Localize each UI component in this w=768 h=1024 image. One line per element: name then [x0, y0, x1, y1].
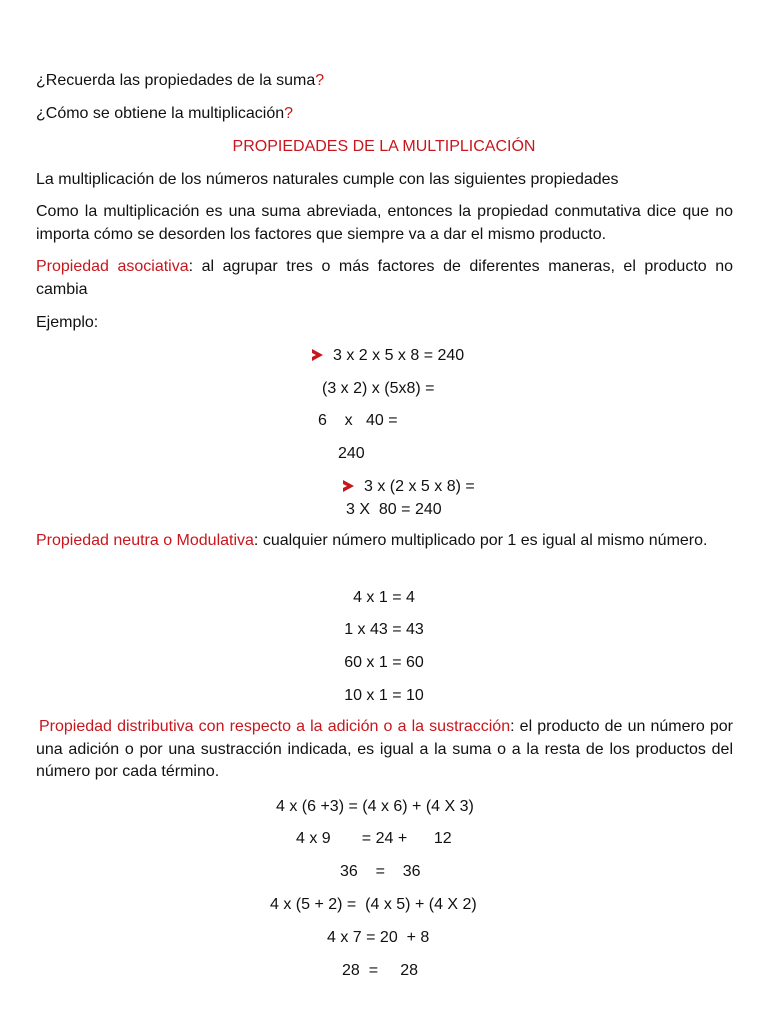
question-mark: ? — [284, 105, 294, 122]
distributive-line-4: 4 x (5 + 2) = (4 x 5) + (4 X 2) — [270, 896, 477, 913]
commutative-paragraph: Como la multiplicación es una suma abreviada, entonces la propiedad conmutativa dice que no importa cómo se desorden los factores que siempre va a dar el mismo producto. — [36, 203, 733, 243]
example-label: Ejemplo: — [36, 314, 99, 331]
question-text: ¿Cómo se obtiene la multiplicación — [36, 105, 285, 122]
distributive-line-5: 4 x 7 = 20 + 8 — [327, 929, 430, 946]
modulative-label: Propiedad neutra o Modulativa — [36, 532, 254, 549]
modulative-line-4: 10 x 1 = 10 — [344, 687, 424, 704]
associative-line-6: 3 X 80 = 240 — [346, 501, 442, 518]
question-sum-properties — [36, 71, 324, 91]
intro-paragraph: La multiplicación de los números naturales cumple con las siguientes propiedades — [36, 171, 619, 188]
associative-label: Propiedad asociativa — [36, 258, 189, 275]
distributive-line-6: 28 = 28 — [342, 962, 419, 979]
page-title: PROPIEDADES DE LA MULTIPLICACIÓN — [232, 138, 536, 155]
associative-line-5: 3 x (2 x 5 x 8) = — [343, 477, 475, 497]
question-multiplication — [36, 104, 293, 124]
associative-line-1: 3 x 2 x 5 x 8 = 240 — [312, 346, 464, 366]
associative-line-3: 6 x 40 = — [318, 412, 398, 429]
distributive-paragraph — [36, 716, 733, 784]
distributive-line-2: 4 x 9 = 24 + 12 — [296, 830, 452, 847]
modulative-line-1: 4 x 1 = 4 — [353, 589, 415, 606]
modulative-line-2: 1 x 43 = 43 — [344, 621, 424, 638]
modulative-paragraph — [36, 530, 733, 553]
distributive-line-3: 36 = 36 — [340, 863, 421, 880]
arrow-bullet-icon — [343, 480, 354, 492]
associative-text: : al agrupar tres o más factores de diferentes maneras, el producto no cambia — [36, 258, 733, 298]
modulative-line-3: 60 x 1 = 60 — [344, 654, 424, 671]
arrow-bullet-icon — [312, 349, 323, 361]
associative-line-4: 240 — [338, 445, 365, 462]
distributive-text: : el producto de un número por una adición o por una sustracción indicada, es igual a la suma o a la resta de los productos del número por cada término. — [36, 718, 733, 780]
associative-line-2: (3 x 2) x (5x8) = — [322, 380, 435, 397]
associative-paragraph — [36, 256, 733, 301]
question-text: ¿Recuerda las propiedades de la suma — [36, 72, 316, 89]
distributive-line-1: 4 x (6 +3) = (4 x 6) + (4 X 3) — [276, 798, 474, 815]
question-mark: ? — [315, 72, 325, 89]
distributive-label: Propiedad distributiva con respecto a la adición o a la sustracción — [39, 718, 511, 735]
modulative-text: : cualquier número multiplicado por 1 es igual al mismo número. — [253, 532, 708, 549]
